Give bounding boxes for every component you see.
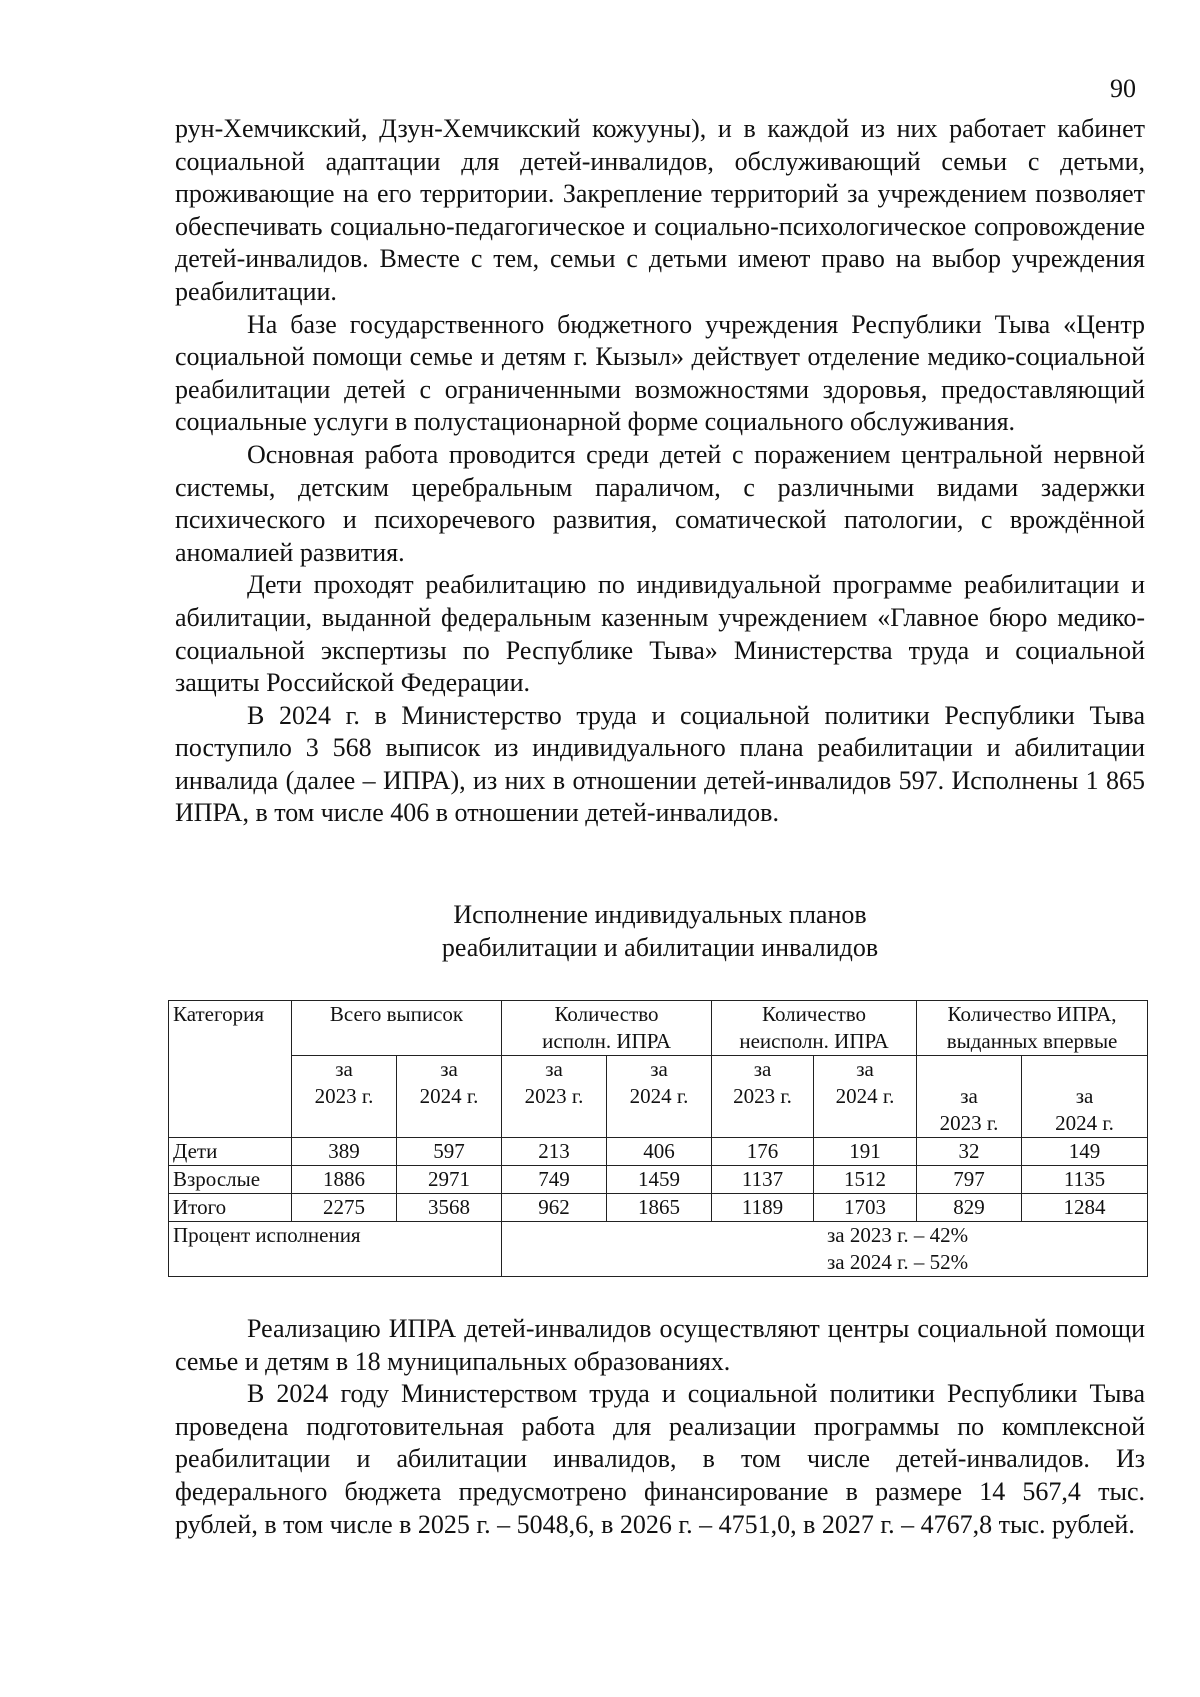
table-cell: 797 (917, 1166, 1022, 1194)
year-header (397, 1056, 502, 1138)
ipra-table (168, 1000, 1148, 1277)
table-cell: 1284 (1022, 1194, 1148, 1222)
percent-values (502, 1222, 1148, 1277)
paragraph: В 2024 году Министерством труда и социальной политики Республики Тыва проведена подготовительная работа для реализации программы по комплексной реабилитации и абилитации инвалидов, в том числе детей-инвалидов. Из федерального бюджета предусмотрено финансирование в размере 14 567,4 тыс. рублей, в том числе в 2025 г. – 5048,6, в 2026 г. – 4751,0, в 2027 г. – 4767,8 тыс. рублей. (175, 1379, 1145, 1539)
header-line: Количество (761, 1002, 867, 1026)
percent-label: Процент исполнения (169, 1222, 502, 1277)
table-cell: 213 (502, 1138, 607, 1166)
table-cell: 1189 (712, 1194, 814, 1222)
year-header (712, 1056, 814, 1138)
header-category: Категория (169, 1001, 292, 1138)
table-cell: 749 (502, 1166, 607, 1194)
percent-2023: за 2023 г. – 42% (826, 1223, 969, 1247)
year-header-line: 2023 г. (733, 1084, 792, 1108)
table-cell: 191 (814, 1138, 917, 1166)
table-cell: 1135 (1022, 1166, 1148, 1194)
year-header (917, 1056, 1022, 1138)
year-header-line: 2023 г. (314, 1084, 374, 1108)
paragraph: На базе государственного бюджетного учреждения Республики Тыва «Центр социальной помощи семье и детям г. Кызыл» действует отделение медико-социальной реабилитации детей с ограниченными возможностями здоровья, предоставляющий социальные услуги в полустационарной форме социального обслуживания. (175, 309, 1145, 437)
paragraph: В 2024 г. в Министерство труда и социальной политики Республики Тыва поступило 3 568 выписок из индивидуального плана реабилитации и абилитации инвалида (далее – ИПРА), из них в отношении детей-инвалидов 597. Исполнены 1 865 ИПРА, в том числе 406 в отношении детей-инвалидов. (175, 700, 1145, 828)
year-header-line: за (1075, 1084, 1094, 1108)
year-header (814, 1056, 917, 1138)
year-header-line: 2024 г. (629, 1084, 689, 1108)
year-header-line: за (440, 1057, 458, 1081)
paragraph: Реализацию ИПРА детей-инвалидов осуществляют центры социальной помощи семье и детям в 18 муниципальных образованиях. (175, 1314, 1145, 1376)
header-line: Всего выписок (329, 1002, 464, 1026)
header-line: выданных впервые (946, 1029, 1118, 1053)
table-cell: 1137 (712, 1166, 814, 1194)
header-total-extracts (292, 1001, 502, 1056)
year-header-line: за (960, 1084, 978, 1108)
table-cell: 2971 (397, 1166, 502, 1194)
table-caption-line: реабилитации и абилитации инвалидов (441, 933, 879, 962)
ipra-table-container (168, 1000, 1147, 1277)
table-row (169, 1138, 1148, 1166)
table-cell: 389 (292, 1138, 397, 1166)
table-cell: 32 (917, 1138, 1022, 1166)
year-header-line: за (856, 1057, 874, 1081)
table-cell: 149 (1022, 1138, 1148, 1166)
table-cell: 406 (607, 1138, 712, 1166)
percent-row (169, 1222, 1148, 1277)
table-cell: 1703 (814, 1194, 917, 1222)
table-cell: 176 (712, 1138, 814, 1166)
table-cell: 2275 (292, 1194, 397, 1222)
table-cell: 597 (397, 1138, 502, 1166)
header-executed (502, 1001, 712, 1056)
year-header-line: за (545, 1057, 563, 1081)
table-cell: 3568 (397, 1194, 502, 1222)
table-cell: 962 (502, 1194, 607, 1222)
table-cell: 829 (917, 1194, 1022, 1222)
year-header-line: 2023 г. (524, 1084, 584, 1108)
year-header (502, 1056, 607, 1138)
table-caption (175, 898, 1145, 964)
year-header-line: 2024 г. (1055, 1111, 1114, 1135)
body-text-top (175, 113, 1145, 830)
header-row (169, 1001, 1148, 1056)
body-text-bottom (175, 1313, 1145, 1541)
header-line: неисполн. ИПРА (739, 1029, 889, 1053)
paragraph: Дети проходят реабилитацию по индивидуальной программе реабилитации и абилитации, выданной федеральным казенным учреждением «Главное бюро медико-социальной экспертизы по Республике Тыва» Министерства труда и социальной защиты Российской Федерации. (175, 570, 1145, 698)
header-issued-first (917, 1001, 1148, 1056)
table-cell: 1512 (814, 1166, 917, 1194)
percent-2024: за 2024 г. – 52% (826, 1250, 969, 1274)
table-row (169, 1194, 1148, 1222)
year-header-line: за (650, 1057, 668, 1081)
header-line: исполн. ИПРА (542, 1029, 671, 1053)
year-header-row (169, 1056, 1148, 1138)
page-number: 90 (1110, 74, 1136, 103)
header-line: Количество (554, 1002, 659, 1026)
year-header (607, 1056, 712, 1138)
year-header-line: 2024 г. (835, 1084, 895, 1108)
year-header-line: за (335, 1057, 353, 1081)
table-row (169, 1166, 1148, 1194)
table-cell: 1459 (607, 1166, 712, 1194)
header-line: Количество ИПРА, (947, 1002, 1117, 1026)
table-cell: 1865 (607, 1194, 712, 1222)
row-category: Итого (169, 1194, 292, 1222)
year-header-line: 2024 г. (419, 1084, 479, 1108)
table-cell: 1886 (292, 1166, 397, 1194)
paragraph: рун-Хемчикский, Дзун-Хемчикский кожууны), и в каждой из них работает кабинет социальной адаптации для детей-инвалидов, обслуживающий семьи с детьми, проживающие на его территории. Закрепление территорий за учреждением позволяет обеспечивать социально-педагогическое и социально-психологическое сопровождение детей-инвалидов. Вместе с тем, семьи с детьми имеют право на выбор учреждения реабилитации. (175, 114, 1145, 306)
year-header-line: за (753, 1057, 772, 1081)
year-header (1022, 1056, 1148, 1138)
row-category: Взрослые (169, 1166, 292, 1194)
year-header (292, 1056, 397, 1138)
table-caption-line: Исполнение индивидуальных планов (453, 900, 867, 929)
paragraph: Основная работа проводится среди детей с поражением центральной нервной системы, детским церебральным параличом, с различными видами задержки психического и психоречевого развития, соматической патологии, с врождённой аномалией развития. (175, 439, 1145, 567)
row-category: Дети (169, 1138, 292, 1166)
year-header-line: 2023 г. (939, 1111, 999, 1135)
header-not-executed (712, 1001, 917, 1056)
